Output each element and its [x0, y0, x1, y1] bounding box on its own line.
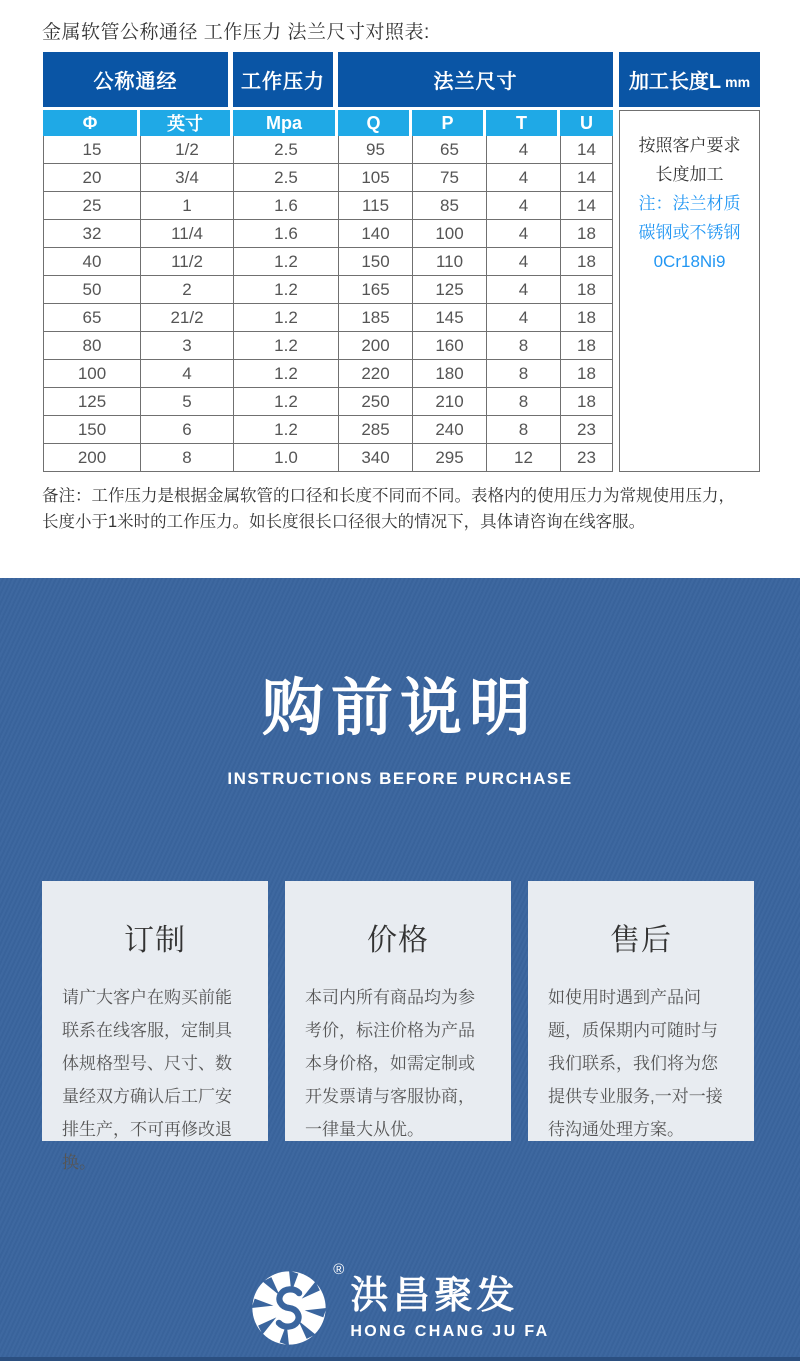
table-cell: 4	[486, 192, 560, 220]
table-cell: 1.2	[233, 388, 338, 416]
table-cell: 18	[560, 276, 613, 304]
table-cell: 25	[43, 192, 140, 220]
table-cell: 285	[338, 416, 412, 444]
table-cell: 110	[412, 248, 486, 276]
table-row	[43, 416, 613, 444]
table-cell: 8	[486, 332, 560, 360]
table-row	[43, 304, 613, 332]
table-cell: 100	[43, 360, 140, 388]
header-nominal-diameter: 公称通经	[43, 52, 233, 107]
spec-section	[0, 0, 800, 578]
sub-header-cell: 英寸	[140, 107, 233, 136]
table-cell: 125	[412, 276, 486, 304]
table-cell: 8	[140, 444, 233, 472]
table-cell: 1.2	[233, 248, 338, 276]
table-row	[43, 360, 613, 388]
card-body: 本司内所有商品均为参考价，标注价格为产品本身价格，如需定制或开发票请与客服协商，一律量大从优。	[305, 988, 475, 1139]
table-row	[43, 248, 613, 276]
length-note-line: 0Cr18Ni9	[653, 252, 726, 271]
table-cell: 23	[560, 444, 613, 472]
remark-line: 长度小于1米时的工作压力。如长度很长口径很大的情况下，具体请咨询在线客服。	[42, 513, 646, 531]
table-cell: 150	[338, 248, 412, 276]
sub-header-row	[43, 107, 613, 136]
table-cell: 12	[486, 444, 560, 472]
table-cell: 4	[486, 304, 560, 332]
spec-table-wrap	[43, 52, 760, 472]
purchase-subtitle: INSTRUCTIONS BEFORE PURCHASE	[227, 769, 573, 788]
length-note-dark	[620, 131, 759, 189]
table-row	[43, 164, 613, 192]
length-note-box	[619, 110, 760, 472]
brand-logo-icon	[250, 1261, 345, 1347]
brand-name-cn: 洪昌聚发	[350, 1274, 519, 1317]
card-price	[285, 881, 511, 1141]
table-cell: 18	[560, 248, 613, 276]
page-title: 金属软管公称通径 工作压力 法兰尺寸对照表:	[42, 22, 430, 43]
length-note-line: 长度加工	[655, 165, 724, 184]
table-cell: 1.6	[233, 220, 338, 248]
table-cell: 250	[338, 388, 412, 416]
table-cell: 140	[338, 220, 412, 248]
sub-header-cell: Mpa	[233, 107, 338, 136]
table-cell: 50	[43, 276, 140, 304]
table-cell: 80	[43, 332, 140, 360]
table-cell: 32	[43, 220, 140, 248]
length-note-line: 按照客户要求	[638, 136, 741, 155]
table-row	[43, 276, 613, 304]
table-cell: 65	[43, 304, 140, 332]
sub-header-cell: U	[560, 107, 613, 136]
pinwheel-logo-icon	[250, 1269, 328, 1347]
table-cell: 240	[412, 416, 486, 444]
table-cell: 1.2	[233, 304, 338, 332]
table-cell: 14	[560, 164, 613, 192]
info-cards	[0, 881, 800, 1172]
table-cell: 2.5	[233, 136, 338, 164]
card-body: 如使用时遇到产品问题，质保期内可随时与我们联系，我们将为您提供专业服务,一对一接待沟通处理方案。	[548, 988, 723, 1139]
table-cell: 1.6	[233, 192, 338, 220]
sub-header-cell: P	[412, 107, 486, 136]
table-row	[43, 136, 613, 164]
length-header-unit: mm	[725, 73, 751, 90]
table-cell: 200	[338, 332, 412, 360]
length-column	[619, 52, 760, 472]
table-cell: 125	[43, 388, 140, 416]
table-cell: 105	[338, 164, 412, 192]
table-cell: 2	[140, 276, 233, 304]
remark-line: 备注：工作压力是根据金属软管的口径和长度不同而不同。表格内的使用压力为常规使用压力，	[42, 487, 735, 505]
table-cell: 6	[140, 416, 233, 444]
purchase-section	[0, 578, 800, 1361]
table-cell: 18	[560, 332, 613, 360]
table-row	[43, 444, 613, 472]
brand-text	[350, 1276, 549, 1341]
header-flange-size: 法兰尺寸	[338, 52, 613, 107]
table-cell: 165	[338, 276, 412, 304]
table-cell: 210	[412, 388, 486, 416]
table-cell: 95	[338, 136, 412, 164]
table-row	[43, 388, 613, 416]
sub-header-cell: Φ	[43, 107, 140, 136]
sub-header-cell: Q	[338, 107, 412, 136]
table-cell: 1	[140, 192, 233, 220]
table-cell: 15	[43, 136, 140, 164]
table-cell: 14	[560, 192, 613, 220]
table-row	[43, 220, 613, 248]
table-cell: 18	[560, 360, 613, 388]
table-cell: 200	[43, 444, 140, 472]
table-cell: 150	[43, 416, 140, 444]
table-cell: 5	[140, 388, 233, 416]
table-cell: 75	[412, 164, 486, 192]
table-cell: 11/4	[140, 220, 233, 248]
table-cell: 4	[486, 248, 560, 276]
table-cell: 18	[560, 388, 613, 416]
table-cell: 4	[486, 276, 560, 304]
remark	[42, 483, 760, 535]
table-cell: 65	[412, 136, 486, 164]
spec-table	[43, 52, 613, 472]
table-cell: 21/2	[140, 304, 233, 332]
table-cell: 1/2	[140, 136, 233, 164]
table-cell: 4	[486, 164, 560, 192]
table-cell: 1.2	[233, 332, 338, 360]
table-row	[43, 332, 613, 360]
table-cell: 8	[486, 388, 560, 416]
table-cell: 11/2	[140, 248, 233, 276]
table-cell: 340	[338, 444, 412, 472]
length-column-header	[619, 52, 760, 107]
table-cell: 145	[412, 304, 486, 332]
header-group-row	[43, 52, 613, 107]
length-note-blue	[620, 189, 759, 276]
table-cell: 1.2	[233, 360, 338, 388]
brand-name-en: HONG CHANG JU FA	[350, 1322, 550, 1340]
card-title: 售后	[610, 924, 672, 957]
table-cell: 4	[486, 220, 560, 248]
registered-trademark-icon: ®	[333, 1261, 345, 1278]
length-note-line: 注：法兰材质	[638, 194, 741, 213]
length-header-label: 加工长度L	[628, 71, 722, 93]
table-cell: 8	[486, 416, 560, 444]
header-working-pressure: 工作压力	[233, 52, 338, 107]
table-cell: 1.0	[233, 444, 338, 472]
card-body: 请广大客户在购买前能联系在线客服，定制具体规格型号、尺寸、数量经双方确认后工厂安排生产，不可再修改退换。	[62, 988, 232, 1172]
sub-header-cell: T	[486, 107, 560, 136]
table-cell: 4	[140, 360, 233, 388]
spec-table-body	[43, 136, 613, 472]
table-cell: 1.2	[233, 416, 338, 444]
table-cell: 180	[412, 360, 486, 388]
card-title: 价格	[367, 924, 429, 957]
table-cell: 3	[140, 332, 233, 360]
table-cell: 18	[560, 304, 613, 332]
table-cell: 160	[412, 332, 486, 360]
table-cell: 18	[560, 220, 613, 248]
table-cell: 185	[338, 304, 412, 332]
table-row	[43, 192, 613, 220]
table-cell: 115	[338, 192, 412, 220]
table-cell: 20	[43, 164, 140, 192]
card-custom-order	[42, 881, 268, 1172]
purchase-title: 购前说明	[261, 674, 538, 743]
length-note-line: 碳钢或不锈钢	[638, 223, 741, 242]
table-cell: 3/4	[140, 164, 233, 192]
table-cell: 14	[560, 136, 613, 164]
table-cell: 8	[486, 360, 560, 388]
table-cell: 1.2	[233, 276, 338, 304]
table-cell: 23	[560, 416, 613, 444]
table-cell: 4	[486, 136, 560, 164]
table-cell: 85	[412, 192, 486, 220]
card-title: 订制	[124, 924, 186, 957]
brand-footer	[0, 1261, 800, 1347]
table-cell: 295	[412, 444, 486, 472]
table-cell: 220	[338, 360, 412, 388]
table-cell: 40	[43, 248, 140, 276]
card-after-sale	[528, 881, 754, 1141]
table-cell: 100	[412, 220, 486, 248]
table-cell: 2.5	[233, 164, 338, 192]
